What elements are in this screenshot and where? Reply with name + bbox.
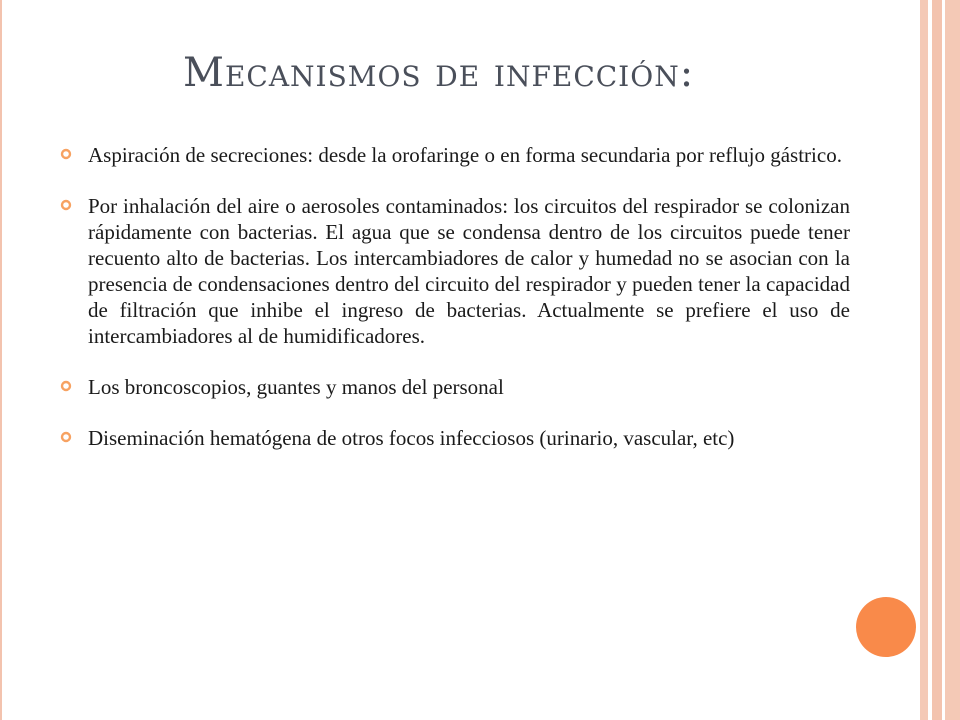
right-stripe-decoration: [932, 0, 942, 720]
bullet-text: Aspiración de secreciones: desde la orofaringe o en forma secundaria por reflujo gástrico.: [88, 143, 842, 167]
right-stripe-decoration: [945, 0, 960, 720]
bullet-item: [60, 374, 850, 400]
bullet-ring-icon: [60, 380, 72, 392]
bullet-ring-icon: [60, 148, 72, 160]
right-stripe-decoration: [920, 0, 928, 720]
bullet-list: [60, 142, 850, 476]
bullet-item: [60, 193, 850, 349]
bullet-ring-icon: [60, 431, 72, 443]
accent-circle-decoration: [856, 597, 916, 657]
bullet-text: Los broncoscopios, guantes y manos del personal: [88, 375, 504, 399]
left-border-decoration: [0, 0, 2, 720]
slide-title: Mecanismos de infección:: [183, 50, 695, 96]
bullet-text: Diseminación hematógena de otros focos infecciosos (urinario, vascular, etc): [88, 426, 735, 450]
bullet-item: [60, 425, 850, 451]
bullet-item: [60, 142, 850, 168]
bullet-text: Por inhalación del aire o aerosoles contaminados: los circuitos del respirador se colonizan rápidamente con bacterias. El agua que se condensa dentro de los circuitos puede tener recuento alto de bacterias. Los intercambiadores de calor y humedad no se asocian con la presencia de condensaciones dentro del circuito del respirador y pueden tener la capacidad de filtración que inhibe el ingreso de bacterias. Actualmente se prefiere el uso de intercambiadores al de humidificadores.: [88, 194, 850, 348]
bullet-ring-icon: [60, 199, 72, 211]
